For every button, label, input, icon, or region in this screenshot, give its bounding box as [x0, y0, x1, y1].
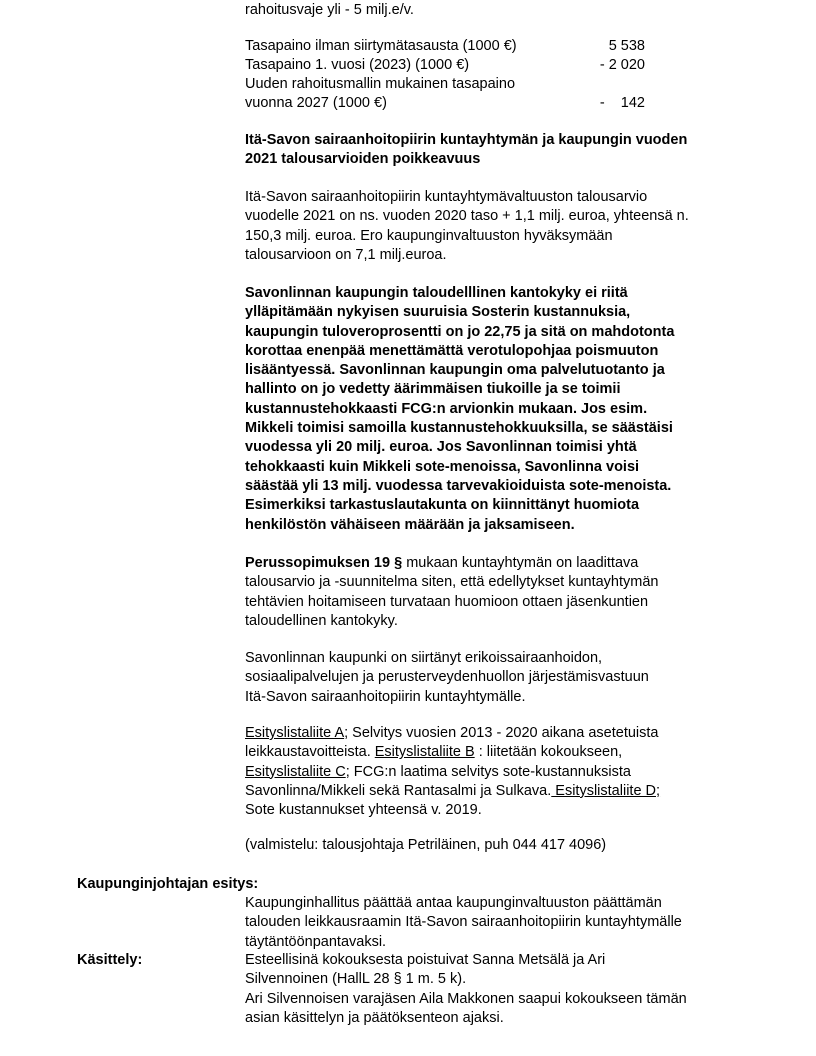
- text-line: [245, 724, 745, 743]
- intro-line: rahoitusvaje yli - 5 milj.e/v.: [245, 2, 414, 18]
- agreement-reference: Perussopimuksen 19 §: [245, 555, 403, 571]
- text-segment: : liitetään kokoukseen,: [474, 744, 623, 761]
- text-segment: ; FCG:n laatima selvitys sote-kustannuksista: [345, 763, 631, 780]
- balance-row: [245, 56, 645, 75]
- heading-line: Itä-Savon sairaanhoitopiirin kuntayhtymän ja kaupungin vuoden: [245, 132, 688, 148]
- preparer-note: [245, 836, 745, 855]
- handling-text: [245, 951, 745, 1028]
- balance-value: 5 538: [608, 38, 645, 54]
- text-line: 150,3 milj. euroa. Ero kaupunginvaltuuston hyväksymään: [245, 227, 613, 244]
- text-segment: ; Selvitys vuosien 2013 - 2020 aikana asetetuista: [344, 725, 659, 741]
- text-line: korottaa enenpää menettämättä verotulopohjaa poismuuton: [245, 342, 659, 359]
- attachment-link-d[interactable]: Esityslistaliite D;: [551, 782, 661, 799]
- text-line: kaupungin tuloveroprosentti on jo 22,75 ja sitä on mahdotonta: [245, 323, 675, 340]
- section-heading: [245, 131, 745, 170]
- text-line: [245, 782, 745, 801]
- balance-label: Tasapaino ilman siirtymätasausta (1000 €): [245, 38, 517, 54]
- text-line: asian käsittelyn ja päätöksenteon ajaksi.: [245, 1009, 504, 1026]
- text-line: Ari Silvennoisen varajäsen Aila Makkonen saapui kokoukseen tämän: [245, 990, 687, 1007]
- text-line: sosiaalipalvelujen ja perusterveydenhuollon järjestämisvastuun: [245, 669, 649, 686]
- text-line: lisääntyessä. Savonlinnan kaupungin oma palvelutuotanto ja: [245, 362, 665, 379]
- text-line: Savonlinnan kaupungin taloudelllinen kantokyky ei riitä: [245, 285, 628, 301]
- balance-label: vuonna 2027 (1000 €): [245, 95, 387, 111]
- paragraph-financial-capacity: [245, 284, 745, 535]
- text-line: Esteellisinä kokouksesta poistuivat Sanna Metsälä ja Ari: [245, 952, 606, 968]
- text-line: [245, 743, 745, 762]
- balance-value: - 142: [599, 95, 645, 111]
- balance-row: [245, 75, 645, 94]
- text-line: Silvennoinen (HallL 28 § 1 m. 5 k).: [245, 971, 467, 988]
- balance-row: [245, 37, 645, 56]
- text-line: taloudellinen kantokyky.: [245, 612, 398, 629]
- attachment-link-c[interactable]: Esityslistaliite C: [245, 763, 346, 780]
- text-line: vuodessa yli 20 milj. euroa. Jos Savonlinnan toimisi yhtä: [245, 439, 637, 456]
- text-line: kustannustehokkaasti FCG:n arvionkin mukaan. Jos esim.: [245, 400, 648, 417]
- text-line: tehokkaasti kuin Mikkeli sote-menoissa, Savonlinna voisi: [245, 458, 640, 475]
- text-line: Itä-Savon sairaanhoitopiirin kuntayhtymävaltuuston talousarvio: [245, 189, 648, 205]
- text-line: Kaupunginhallitus päättää antaa kaupunginvaltuuston päättämän: [245, 895, 662, 911]
- balance-row: [245, 94, 645, 113]
- balance-label: Uuden rahoitusmallin mukainen tasapaino: [245, 76, 516, 92]
- preparer-line: (valmistelu: talousjohtaja Petriläinen, puh 044 417 4096): [245, 837, 607, 853]
- balance-label: Tasapaino 1. vuosi (2023) (1000 €): [245, 57, 470, 73]
- text-line: Savonlinnan kaupunki on siirtänyt erikoissairaanhoidon,: [245, 650, 603, 666]
- text-line: talousarvio ja -suunnitelma siten, että edellytykset kuntayhtymän: [245, 574, 659, 591]
- proposal-label: Kaupunginjohtajan esitys:: [77, 876, 259, 892]
- text-segment: leikkaustavoitteista.: [245, 744, 375, 761]
- text-line: talousarvioon on 7,1 milj.euroa.: [245, 246, 447, 263]
- heading-line: 2021 talousarvioiden poikkeavuus: [245, 151, 481, 168]
- text-line: hallinto on jo vedetty äärimmäisen tiukoille ja se toimii: [245, 381, 621, 398]
- text-segment: Savonlinna/Mikkeli sekä Rantasalmi ja Sulkava.: [245, 782, 552, 799]
- text-line: Mikkeli toimisi samoilla kustannustehokkuuksilla, se säästäisi: [245, 420, 673, 437]
- text-line: ylläpitämään nykyisen suuruisia Sosterin kustannuksia,: [245, 304, 631, 321]
- paragraph-responsibility-transfer: [245, 649, 745, 707]
- proposal-text: [245, 894, 745, 952]
- text-line: [245, 763, 745, 782]
- text-line: [245, 554, 745, 573]
- text-line: talouden leikkausraamin Itä-Savon sairaanhoitopiirin kuntayhtymälle: [245, 914, 682, 931]
- attachments-paragraph: [245, 724, 745, 820]
- text-segment: mukaan kuntayhtymän on laadittava: [402, 555, 639, 571]
- text-line: Sote kustannukset yhteensä v. 2019.: [245, 802, 482, 819]
- text-line: vuodelle 2021 on ns. vuoden 2020 taso + 1,1 milj. euroa, yhteensä n.: [245, 208, 689, 225]
- attachment-link-a[interactable]: Esityslistaliite A: [245, 725, 345, 741]
- text-line: täytäntöönpantavaksi.: [245, 933, 387, 950]
- handling-label: Käsittely:: [77, 952, 143, 968]
- attachment-link-b[interactable]: Esityslistaliite B: [374, 744, 475, 761]
- intro-text: [245, 1, 745, 20]
- text-line: Esimerkiksi tarkastuslautakunta on kiinnittänyt huomiota: [245, 497, 640, 514]
- paragraph-basic-agreement: [245, 554, 745, 631]
- text-line: säästää yli 13 milj. vuodessa tarvevakioiduista sote-menoista.: [245, 477, 672, 494]
- text-line: Itä-Savon sairaanhoitopiirin kuntayhtymälle.: [245, 688, 526, 705]
- balance-value: - 2 020: [599, 57, 645, 73]
- paragraph-budget-difference: [245, 188, 745, 265]
- text-line: tehtävien hoitamiseen turvataan huomioon ottaen jäsenkuntien: [245, 593, 649, 610]
- text-line: henkilöstön vähäiseen määrään ja jaksamiseen.: [245, 516, 575, 533]
